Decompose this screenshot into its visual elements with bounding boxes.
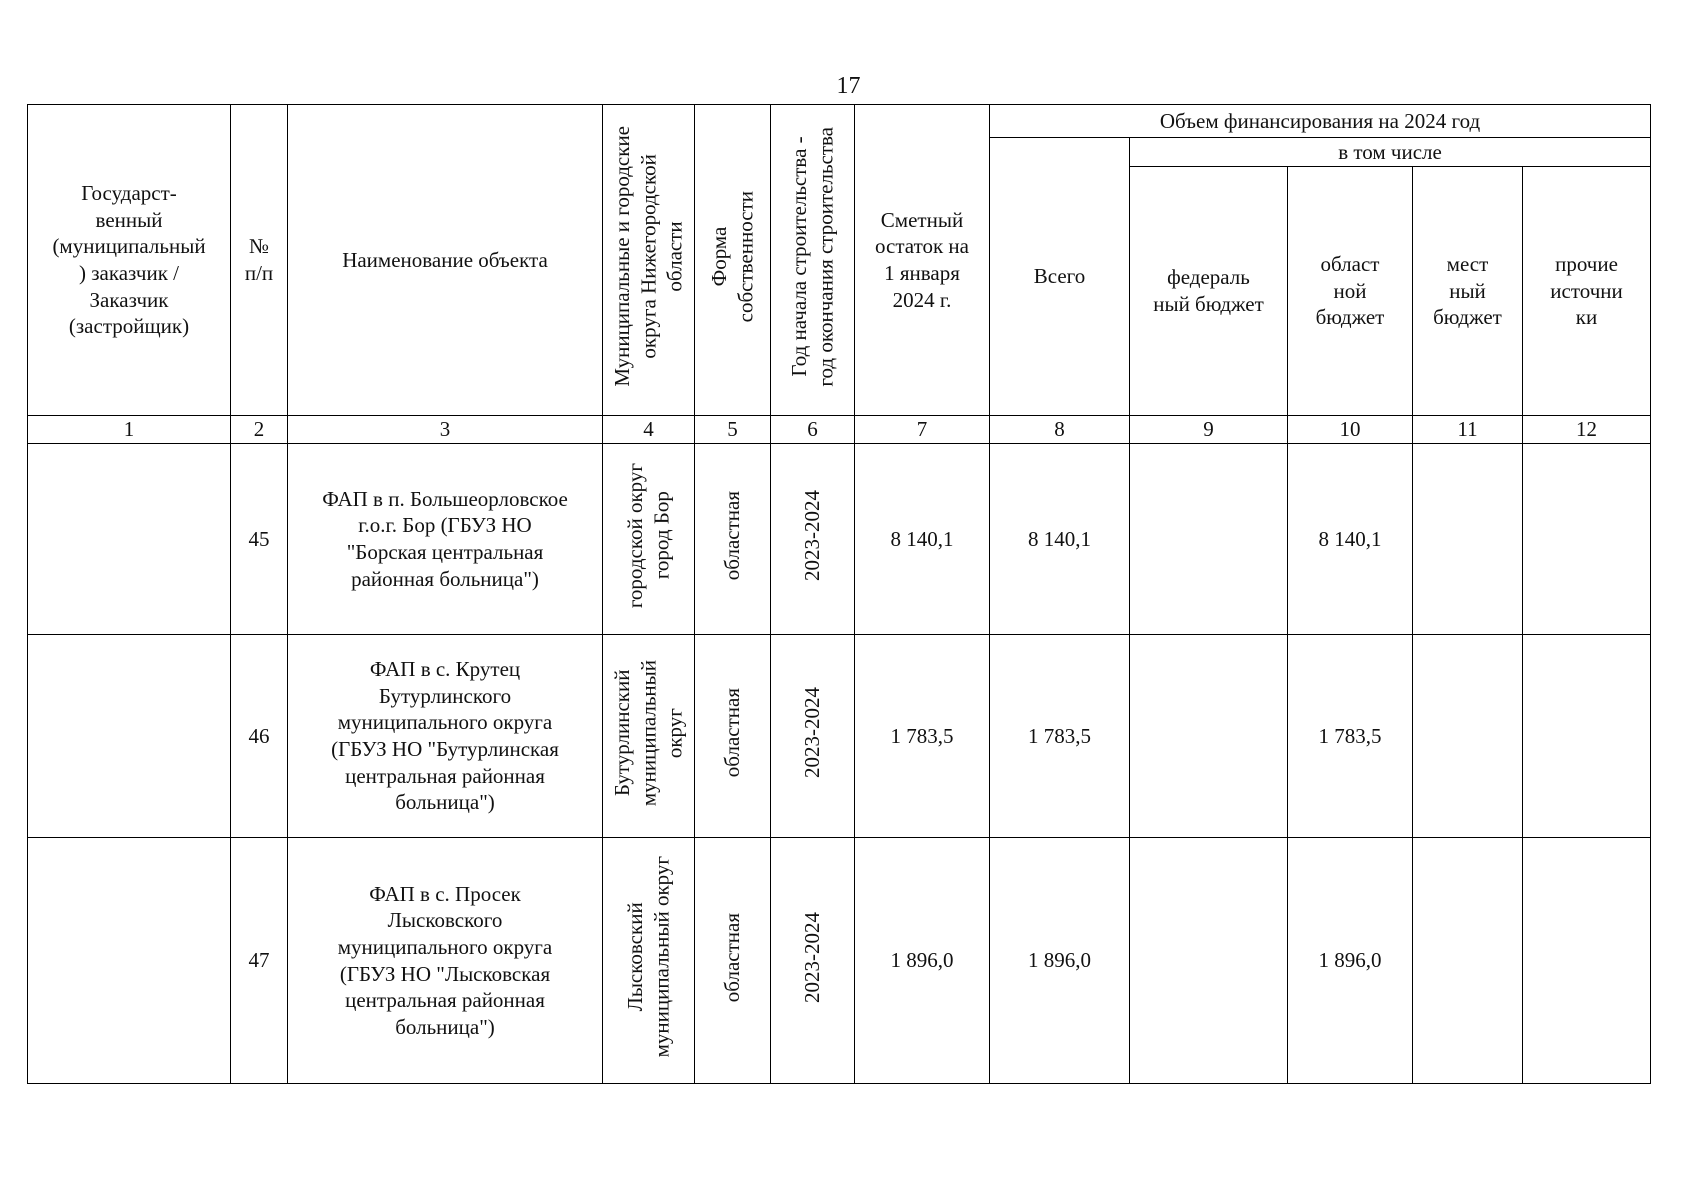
header-municipality-line: Муниципальные и городские — [610, 126, 635, 387]
header-total: Всего — [990, 138, 1130, 416]
cell-municipality — [603, 838, 695, 1084]
cell-regional: 1 783,5 — [1288, 635, 1413, 838]
cell-num: 45 — [231, 444, 288, 635]
header-ownership-line: Форма — [707, 226, 732, 287]
cell-municipality-line: муниципальный — [636, 659, 661, 806]
header-estimate — [855, 105, 990, 416]
cell-name-line: муниципального округа — [337, 934, 553, 959]
header-other-line: прочие — [1555, 252, 1618, 277]
page-number: 17 — [836, 73, 861, 99]
column-number-row — [28, 416, 1651, 444]
column-number: 8 — [990, 416, 1130, 444]
cell-estimate: 1 783,5 — [855, 635, 990, 838]
header-customer-line: Государст- — [81, 181, 177, 206]
cell-total: 1 783,5 — [990, 635, 1130, 838]
cell-name — [288, 444, 603, 635]
header-years-text — [786, 127, 839, 387]
cell-name — [288, 635, 603, 838]
cell-regional: 1 896,0 — [1288, 838, 1413, 1084]
header-years-line: Год начала строительства - — [787, 136, 812, 377]
header-local-line: бюджет — [1433, 305, 1502, 330]
column-number: 10 — [1288, 416, 1413, 444]
financing-table — [27, 104, 1651, 1084]
cell-federal — [1130, 635, 1288, 838]
column-number: 5 — [695, 416, 771, 444]
header-ownership-line: собственности — [733, 190, 758, 323]
cell-ownership-text: областная — [720, 912, 745, 1002]
cell-municipality-line: Бутурлинский — [610, 669, 635, 796]
cell-ownership — [695, 838, 771, 1084]
header-federal-line: федераль — [1167, 265, 1250, 290]
cell-customer — [28, 635, 231, 838]
cell-years — [771, 838, 855, 1084]
cell-municipality-line: Лысковский — [623, 902, 648, 1012]
cell-total: 8 140,1 — [990, 444, 1130, 635]
header-estimate-line: 2024 г. — [892, 287, 952, 312]
header-customer — [28, 105, 231, 416]
cell-name-line: ФАП в с. Просек — [369, 881, 521, 906]
header-including: в том числе — [1130, 138, 1651, 167]
cell-municipality-text — [622, 463, 675, 608]
cell-name-line: муниципального округа — [337, 710, 553, 735]
cell-name-line: г.о.г. Бор (ГБУЗ НО — [358, 513, 532, 538]
cell-name-line: ФАП в с. Крутец — [369, 657, 521, 682]
cell-name-line: (ГБУЗ НО "Лысковская — [339, 961, 551, 986]
header-local-line: мест — [1446, 252, 1489, 277]
header-regional — [1288, 167, 1413, 416]
cell-years-text: 2023-2024 — [800, 911, 825, 1003]
column-number: 7 — [855, 416, 990, 444]
cell-years-text: 2023-2024 — [800, 687, 825, 779]
cell-other — [1523, 444, 1651, 635]
header-customer-line: (муниципальный — [52, 234, 206, 259]
cell-years-text: 2023-2024 — [800, 490, 825, 582]
cell-municipality-line: городской округ — [623, 463, 648, 609]
column-number: 12 — [1523, 416, 1651, 444]
cell-num: 47 — [231, 838, 288, 1084]
cell-estimate: 1 896,0 — [855, 838, 990, 1084]
header-regional-line: област — [1320, 252, 1380, 277]
cell-num: 46 — [231, 635, 288, 838]
header-other-line: ки — [1575, 305, 1598, 330]
column-number: 1 — [28, 416, 231, 444]
header-funding-title: Объем финансирования на 2024 год — [990, 105, 1651, 138]
header-estimate-line: остаток на — [875, 234, 969, 259]
header-regional-line: бюджет — [1315, 305, 1385, 330]
header-municipality-line: округа Нижегородской — [636, 154, 661, 359]
header-customer-line: (застройщик) — [68, 314, 190, 339]
cell-total: 1 896,0 — [990, 838, 1130, 1084]
column-number: 9 — [1130, 416, 1288, 444]
column-number: 2 — [231, 416, 288, 444]
header-federal — [1130, 167, 1288, 416]
cell-other — [1523, 635, 1651, 838]
header-estimate-line: Сметный — [880, 207, 964, 232]
cell-federal — [1130, 444, 1288, 635]
header-municipality-text — [609, 126, 688, 387]
cell-other — [1523, 838, 1651, 1084]
table-row — [28, 444, 1651, 635]
header-federal-line: ный бюджет — [1153, 292, 1264, 316]
header-local-line: ный — [1449, 278, 1486, 303]
cell-name-line: ФАП в п. Большеорловское — [322, 486, 568, 511]
header-ownership — [695, 105, 771, 416]
header-estimate-line: 1 января — [884, 261, 960, 285]
header-customer-line: ) заказчик / — [78, 261, 180, 285]
cell-municipality — [603, 444, 695, 635]
cell-name-line: "Борская центральная — [346, 540, 544, 564]
cell-name-line: центральная районная — [345, 763, 545, 788]
cell-municipality-line: муниципальный округ — [649, 856, 674, 1058]
cell-municipality-line: округ — [662, 707, 687, 758]
cell-municipality-text — [609, 660, 688, 806]
header-years — [771, 105, 855, 416]
cell-local — [1413, 838, 1523, 1084]
cell-municipality-text — [622, 856, 675, 1057]
cell-name-line: центральная районная — [345, 988, 545, 1013]
cell-customer — [28, 838, 231, 1084]
cell-name-line: Лысковского — [387, 908, 503, 933]
table-row — [28, 838, 1651, 1084]
cell-local — [1413, 444, 1523, 635]
cell-years — [771, 635, 855, 838]
cell-name-line: больница") — [395, 790, 495, 815]
header-name: Наименование объекта — [288, 105, 603, 416]
header-customer-line: венный — [95, 207, 163, 232]
header-municipality — [603, 105, 695, 416]
cell-ownership — [695, 635, 771, 838]
cell-local — [1413, 635, 1523, 838]
header-customer-line: Заказчик — [89, 287, 169, 312]
header-years-line: год окончания строительства — [813, 126, 838, 387]
table-row — [28, 635, 1651, 838]
cell-customer — [28, 444, 231, 635]
cell-years — [771, 444, 855, 635]
cell-name-line: районная больница") — [351, 566, 539, 591]
cell-ownership-text: областная — [720, 688, 745, 778]
cell-estimate: 8 140,1 — [855, 444, 990, 635]
cell-name — [288, 838, 603, 1084]
header-ownership-text — [706, 191, 759, 322]
header-num — [231, 105, 288, 416]
cell-name-line: (ГБУЗ НО "Бутурлинская — [331, 737, 559, 761]
cell-name-line: больница") — [395, 1014, 495, 1039]
header-local — [1413, 167, 1523, 416]
header-num-line: п/п — [244, 261, 274, 285]
cell-municipality-line: город Бор — [649, 491, 674, 580]
cell-ownership — [695, 444, 771, 635]
header-other-line: источни — [1550, 278, 1623, 303]
cell-regional: 8 140,1 — [1288, 444, 1413, 635]
cell-municipality — [603, 635, 695, 838]
cell-federal — [1130, 838, 1288, 1084]
cell-name-line: Бутурлинского — [378, 683, 512, 708]
cell-ownership-text: областная — [720, 491, 745, 581]
column-number: 11 — [1413, 416, 1523, 444]
header-num-line: № — [248, 234, 270, 259]
header-municipality-line: области — [662, 221, 687, 292]
column-number: 3 — [288, 416, 603, 444]
header-other — [1523, 167, 1651, 416]
column-number: 6 — [771, 416, 855, 444]
header-regional-line: ной — [1333, 278, 1367, 303]
column-number: 4 — [603, 416, 695, 444]
